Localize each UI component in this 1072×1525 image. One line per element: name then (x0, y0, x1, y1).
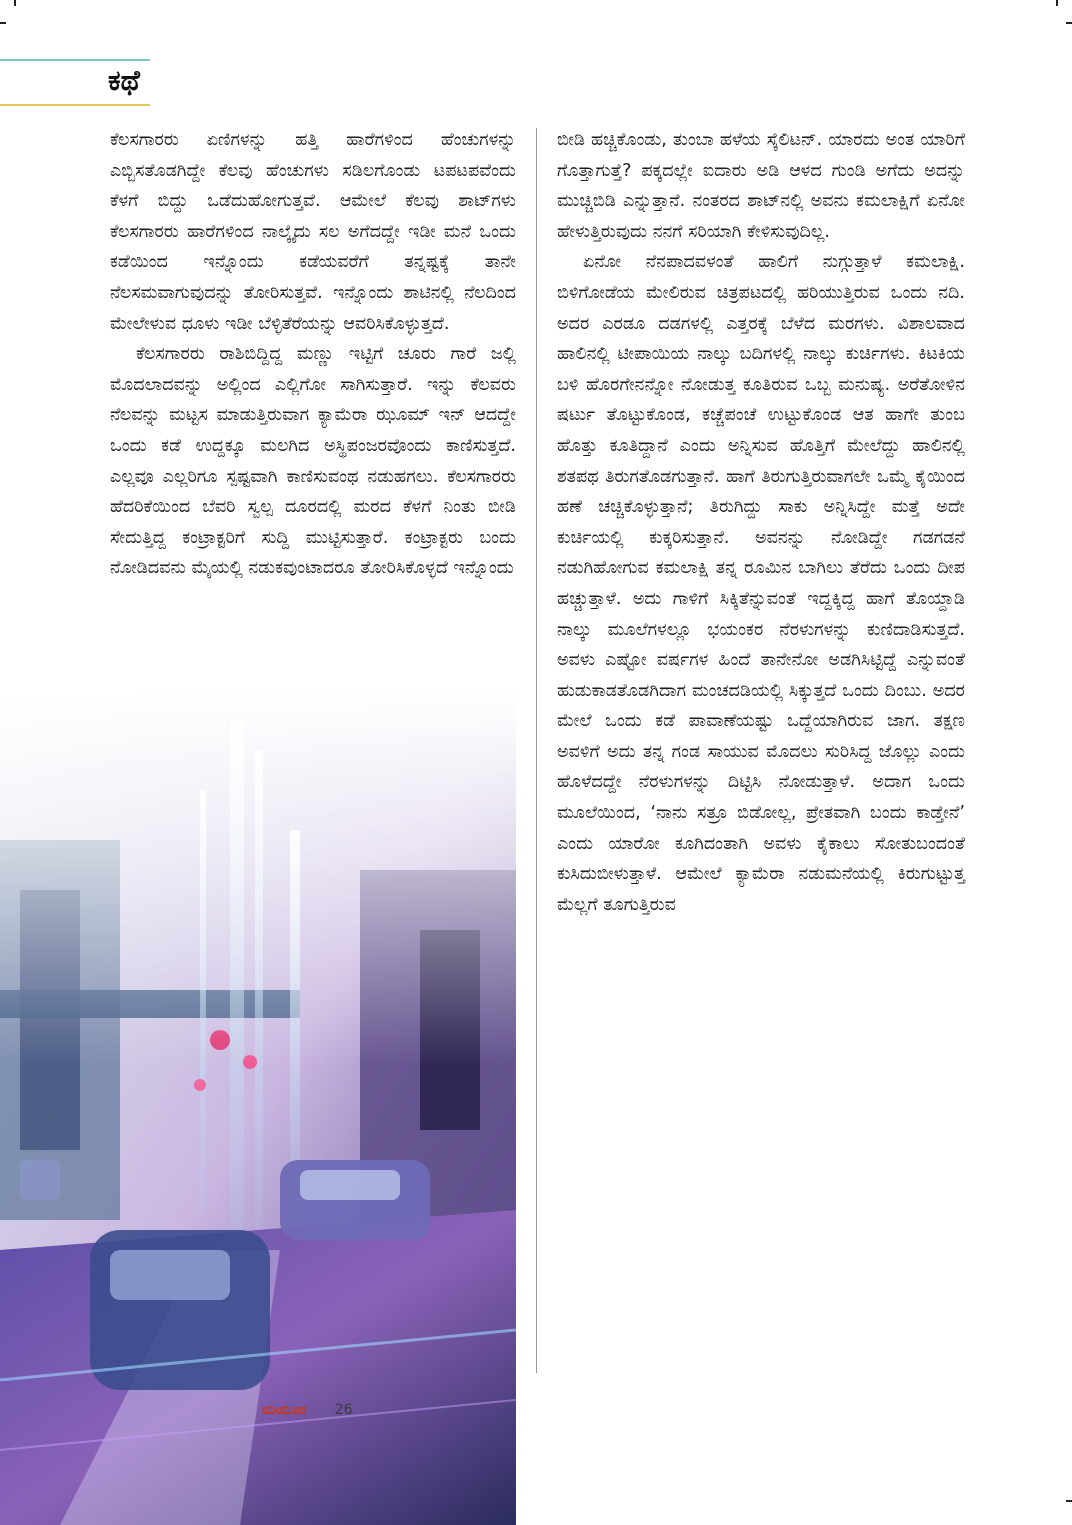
crop-mark (14, 0, 16, 6)
paragraph: ಏನೋ ನೆನಪಾದವಳಂತೆ ಹಾಲಿಗೆ ನುಗ್ಗುತ್ತಾಳೆ ಕಮಲಾಕ್ಷಿ. ಬಿಳಿಗೋಡೆಯ ಮೇಲಿರುವ ಚಿತ್ರಪಟದಲ್ಲಿ ಹರಿಯುತ್ತಿರುವ ಒಂದು ನದಿ. ಅದರ ಎರಡೂ ದಡಗಳಲ್ಲಿ ಎತ್ತರಕ್ಕೆ ಬೆಳೆದ ಮರಗಳು. ವಿಶಾಲವಾದ ಹಾಲಿನಲ್ಲಿ ಟೀಪಾಯಿಯ ನಾಲ್ಕು ಬದಿಗಳಲ್ಲಿ ನಾಲ್ಕು ಕುರ್ಚಿಗಳು. ಕಿಟಕಿಯ ಬಳಿ ಹೊರಗೇನನ್ನೋ ನೋಡುತ್ತ ಕೂತಿರುವ ಒಬ್ಬ ಮನುಷ್ಯ. ಅರೆತೋಳಿನ ಷರ್ಟು ತೊಟ್ಟುಕೊಂಡ, ಕಚ್ಚೆಪಂಚೆ ಉಟ್ಟುಕೊಂಡ ಆತ ಹಾಗೇ ತುಂಬ ಹೊತ್ತು ಕೂತಿದ್ದಾನೆ ಎಂದು ಅನ್ನಿಸುವ ಹೊತ್ತಿಗೆ ಮೇಲೆದ್ದು ಹಾಲಿನಲ್ಲಿ ಶತಪಥ ತಿರುಗತೊಡಗುತ್ತಾನೆ. ಹಾಗೆ ತಿರುಗುತ್ತಿರುವಾಗಲೇ ಒಮ್ಮೆ ಕೈಯಿಂದ ಹಣೆ ಚಚ್ಚಿಕೊಳ್ಳುತ್ತಾನೆ; ತಿರುಗಿದ್ದು ಸಾಕು ಅನ್ನಿಸಿದ್ದೇ ಮತ್ತೆ ಅದೇ ಕುರ್ಚಿಯಲ್ಲಿ ಕುಕ್ಕರಿಸುತ್ತಾನೆ. ಅವನನ್ನು ನೋಡಿದ್ದೇ ಗಡಗಡನೆ ನಡುಗಿಹೋಗುವ ಕಮಲಾಕ್ಷಿ ತನ್ನ ರೂಮಿನ ಬಾಗಿಲು ತೆರೆದು ಒಂದು ದೀಪ ಹಚ್ಚುತ್ತಾಳೆ. ಅದು ಗಾಳಿಗೆ ಸಿಕ್ಕಿತೆನ್ನುವಂತೆ ಇದ್ದಕ್ಕಿದ್ದ ಹಾಗೆ ತೊಯ್ದಾಡಿ ನಾಲ್ಕು ಮೂಲೆಗಳಲ್ಲೂ ಭಯಂಕರ ನೆರಳುಗಳನ್ನು ಕುಣಿದಾಡಿಸುತ್ತದೆ. ಅವಳು ಎಷ್ಟೋ ವರ್ಷಗಳ ಹಿಂದೆ ತಾನೇನೋ ಅಡಗಿಸಿಟ್ಟಿದ್ದೆ ಎನ್ನುವಂತೆ ಹುಡುಕಾಡತೊಡಗಿದಾಗ ಮಂಚದಡಿಯಲ್ಲಿ ಸಿಕ್ಕುತ್ತದೆ ಒಂದು ದಿಂಬು. ಅದರ ಮೇಲೆ ಒಂದು ಕಡೆ ಪಾವಾಣೆಯಷ್ಟು ಒದ್ದೆಯಾಗಿರುವ ಜಾಗ. ತಕ್ಷಣ ಅವಳಿಗೆ ಅದು ತನ್ನ ಗಂಡ ಸಾಯುವ ಮೊದಲು ಸುರಿಸಿದ್ದ ಜೊಲ್ಲು ಎಂದು ಹೊಳೆದದ್ದೇ ನೆರಳುಗಳನ್ನು ದಿಟ್ಟಿಸಿ ನೋಡುತ್ತಾಳೆ. ಅದಾಗ ಒಂದು ಮೂಲೆಯಿಂದ, ‘ನಾನು ಸತ್ರೂ ಬಿಡೋಲ್ಲ, ಪ್ರೇತವಾಗಿ ಬಂದು ಕಾಡ್ತೇನೆ’ ಎಂದು ಯಾರೋ ಕೂಗಿದಂತಾಗಿ ಅವಳು ಕೈಕಾಲು ಸೋತುಬಂದಂತೆ ಕುಸಿದುಬೀಳುತ್ತಾಳೆ. ಆಮೇಲೆ ಕ್ಯಾಮೆರಾ ನಡುಮನೆಯಲ್ಲಿ ಕಿರುಗುಟ್ಟುತ್ತ ಮೆಲ್ಲಗೆ ತೂಗುತ್ತಿರುವ (557, 252, 965, 915)
crop-mark (0, 22, 6, 24)
paragraph: ಬೀಡಿ ಹಚ್ಚಿಕೊಂಡು, ತುಂಬಾ ಹಳೆಯ ಸ್ಕೆಲಿಟನ್. ಯಾರದು ಅಂತ ಯಾರಿಗೆ ಗೊತ್ತಾಗುತ್ತೆ? ಪಕ್ಕದಲ್ಲೇ ಐದಾರು ಅಡಿ ಆಳದ ಗುಂಡಿ ಅಗೆದು ಅದನ್ನು ಮುಚ್ಚಿಬಿಡಿ ಎನ್ನುತ್ತಾನೆ. ನಂತರದ ಶಾಟ್‌ನಲ್ಲಿ ಅವನು ಕಮಲಾಕ್ಷಿಗೆ ಏನೋ ಹೇಳುತ್ತಿರುವುದು ನನಗೆ ಸರಿಯಾಗಿ ಕೇಳಿಸುವುದಿಲ್ಲ. (557, 130, 965, 242)
paragraph: ಕೆಲಸಗಾರರು ಏಣಿಗಳನ್ನು ಹತ್ತಿ ಹಾರೆಗಳಿಂದ ಹೆಂಚುಗಳನ್ನು ಎಬ್ಬಿಸತೊಡಗಿದ್ದೇ ಕೆಲವು ಹೆಂಚುಗಳು ಸಡಿಲಗೊಂಡು ಟಪಟಪವೆಂದು ಕೆಳಗೆ ಬಿದ್ದು ಒಡೆದುಹೋಗುತ್ತವೆ. ಆಮೇಲೆ ಕೆಲವು ಶಾಟ್‌ಗಳು ಕೆಲಸಗಾರರು ಹಾರೆಗಳಿಂದ ನಾಲ್ಕೈದು ಸಲ ಅಗೆದದ್ದೇ ಇಡೀ ಮನೆ ಒಂದು ಕಡೆಯಿಂದ ಇನ್ನೊಂದು ಕಡೆಯವರೆಗೆ ತನ್ನಷ್ಟಕ್ಕೆ ತಾನೇ ನೆಲಸಮವಾಗುವುದನ್ನು ತೋರಿಸುತ್ತವೆ. ಇನ್ನೊಂದು ಶಾಟಿನಲ್ಲಿ ನೆಲದಿಂದ ಮೇಲೇಳುವ ಧೂಳು ಇಡೀ ಬೆಳ್ಳಿತೆರೆಯನ್ನು ಆವರಿಸಿಕೊಳ್ಳುತ್ತದೆ. (110, 130, 516, 334)
page-number: 26 (334, 1402, 353, 1418)
magazine-brand: ಮಯೂರ (262, 1402, 307, 1418)
crop-mark (1056, 0, 1058, 6)
right-column (557, 125, 965, 920)
page-folio (262, 1402, 352, 1418)
section-rule-top (0, 59, 150, 61)
crop-mark (1066, 1500, 1072, 1502)
crop-mark (1066, 22, 1072, 24)
street-scene-illustration (0, 690, 516, 1525)
section-label: ಕಥೆ (108, 64, 140, 97)
paragraph: ಕೆಲಸಗಾರರು ರಾಶಿಬಿದ್ದಿದ್ದ ಮಣ್ಣು ಇಟ್ಟಿಗೆ ಚೂರು ಗಾರೆ ಜಲ್ಲಿ ಮೊದಲಾದವನ್ನು ಅಲ್ಲಿಂದ ಎಲ್ಲಿಗೋ ಸಾಗಿಸುತ್ತಾರೆ. ಇನ್ನು ಕೆಲವರು ನೆಲವನ್ನು ಮಟ್ಟಸ ಮಾಡುತ್ತಿರುವಾಗ ಕ್ಯಾಮೆರಾ ಝೂಮ್ ಇನ್ ಆದದ್ದೇ ಒಂದು ಕಡೆ ಉದ್ದಕ್ಕೂ ಮಲಗಿದ ಅಸ್ಥಿಪಂಜರವೊಂದು ಕಾಣಿಸುತ್ತದೆ. ಎಲ್ಲವೂ ಎಲ್ಲರಿಗೂ ಸ್ಪಷ್ಟವಾಗಿ ಕಾಣಿಸುವಂಥ ನಡುಹಗಲು. ಕೆಲಸಗಾರರು ಹೆದರಿಕೆಯಿಂದ ಬೆವರಿ ಸ್ವಲ್ಪ ದೂರದಲ್ಲಿ ಮರದ ಕೆಳಗೆ ನಿಂತು ಬೀಡಿ ಸೇದುತ್ತಿದ್ದ ಕಂಟ್ರಾಕ್ಟರಿಗೆ ಸುದ್ದಿ ಮುಟ್ಟಿಸುತ್ತಾರೆ. ಕಂಟ್ರಾಕ್ಟರು ಬಂದು ನೋಡಿದವನು ಮೈಯಲ್ಲಿ ನಡುಕವುಂಟಾದರೂ ತೋರಿಸಿಕೊಳ್ಳದೆ ಇನ್ನೊಂದು (110, 344, 516, 579)
left-column (110, 125, 516, 584)
section-rule-bottom (0, 104, 150, 106)
column-divider (536, 128, 537, 1373)
